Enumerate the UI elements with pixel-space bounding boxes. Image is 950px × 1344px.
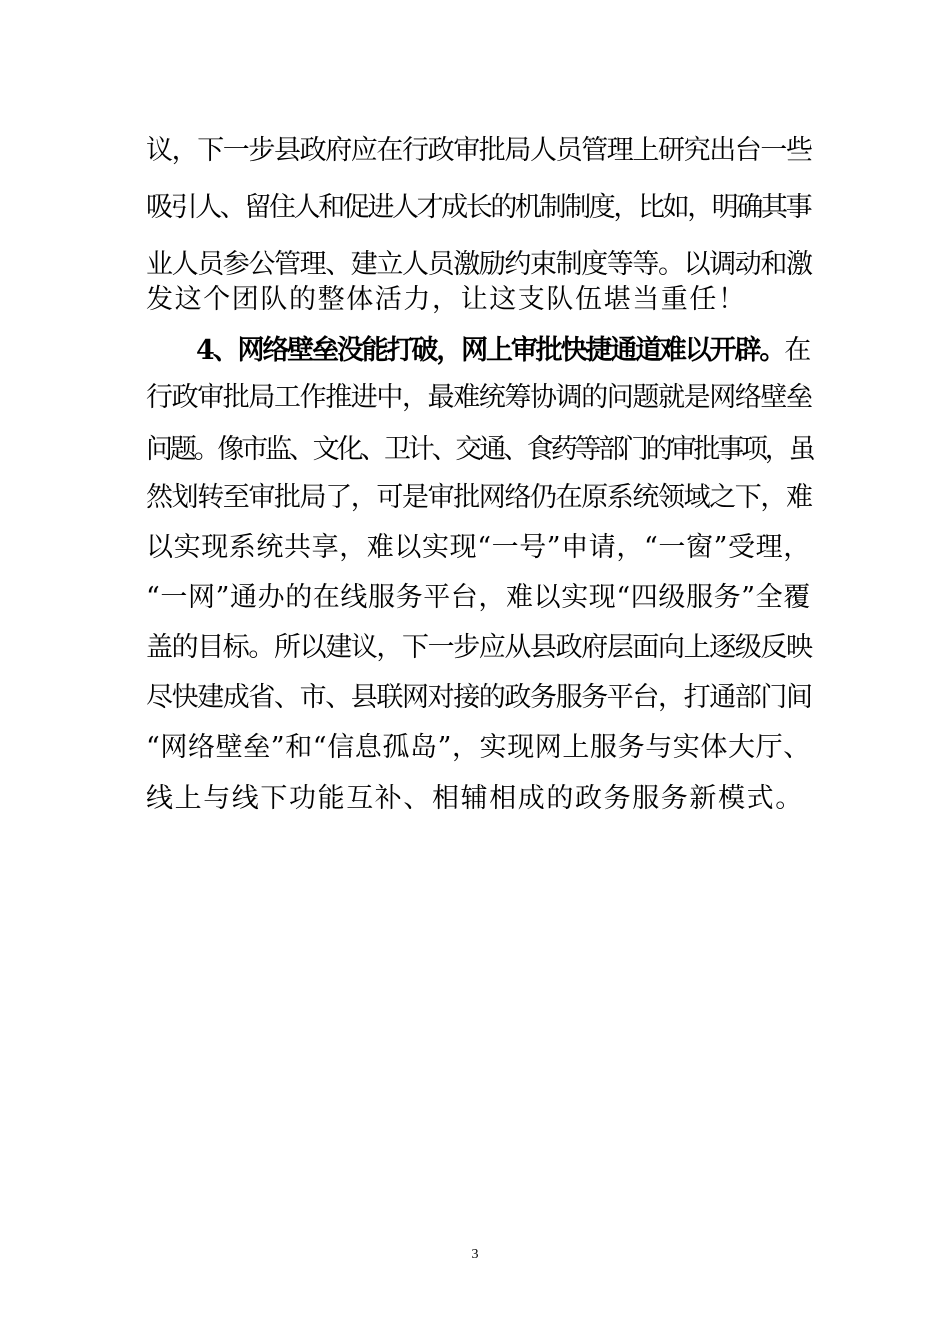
paragraph-line: “网络壁垒”和“信息孤岛”，实现网上服务与实体大厅、 bbox=[146, 732, 811, 763]
paragraph-line: 盖的目标。所以建议，下一步应从县政府层面向上逐级反映 bbox=[146, 632, 812, 663]
paragraph-line: 问题。像市监、文化、卫计、交通、食药等部门的审批事项，虽 bbox=[146, 434, 813, 465]
section-4-first-line bbox=[196, 333, 811, 369]
paragraph-line: 吸引人、留住人和促进人才成长的机制制度，比如，明确其事 bbox=[146, 192, 811, 223]
paragraph-line: 然划转至审批局了，可是审批网络仍在原系统领域之下，难 bbox=[146, 482, 812, 513]
paragraph-line: 议，下一步县政府应在行政审批局人员管理上研究出台一些 bbox=[146, 135, 812, 166]
paragraph-line: 以实现系统共享，难以实现“一号”申请，“一窗”受理， bbox=[146, 532, 811, 563]
paragraph-line: “一网”通办的在线服务平台，难以实现“四级服务”全覆 bbox=[146, 582, 811, 613]
paragraph-line: 线上与线下功能互补、相辅相成的政务服务新模式。 bbox=[146, 783, 804, 814]
paragraph-line: 行政审批局工作推进中，最难统筹协调的问题就是网络壁垒 bbox=[146, 382, 812, 413]
paragraph-line: 尽快建成省、市、县联网对接的政务服务平台，打通部门间 bbox=[146, 682, 812, 713]
section-4-first-line-rest: 在 bbox=[784, 335, 810, 366]
page-number: 3 bbox=[471, 1247, 479, 1262]
paragraph-line: 业人员参公管理、建立人员激励约束制度等等。以调动和激 bbox=[146, 249, 812, 280]
section-4-heading: 4、网络壁垒没能打破，网上审批快捷通道难以开辟。 bbox=[196, 335, 785, 366]
paragraph-line: 发这个团队的整体活力，让这支队伍堪当重任！ bbox=[146, 284, 747, 315]
